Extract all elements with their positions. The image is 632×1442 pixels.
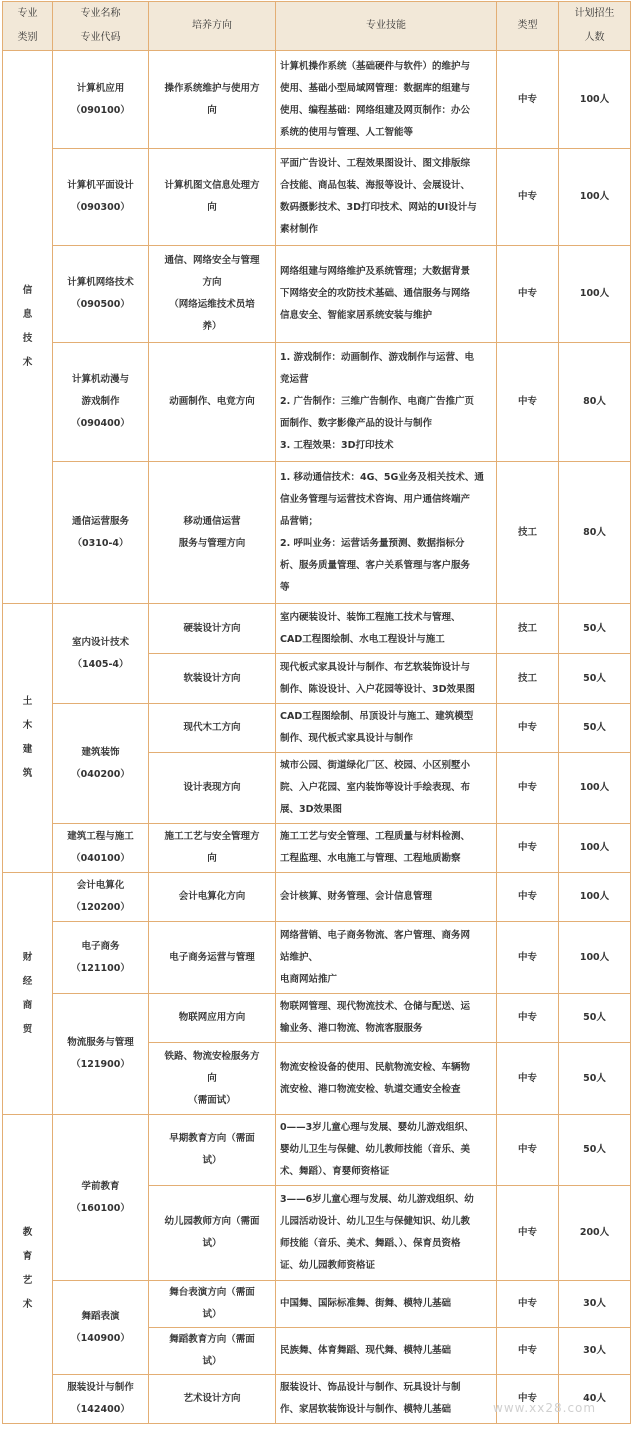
text-line: 1. 移动通信技术：4G、5G业务及相关技术、通 (280, 471, 484, 483)
major-cell (53, 343, 149, 462)
category-char: 土 (22, 696, 33, 707)
header-major: 专业名称 专业代码 (53, 2, 149, 51)
direction-cell (149, 604, 276, 654)
text-line: 电子商务 (81, 940, 120, 952)
text-line: 等 (280, 581, 290, 593)
text-line: 物流安检设备的使用、民航物流安检、车辆物 (280, 1061, 471, 1073)
skills-cell (276, 1186, 497, 1281)
text-line: CAD工程图绘制、水电工程设计与施工 (280, 633, 445, 645)
enroll-count-cell: 40人 (559, 1375, 631, 1424)
skills-cell (276, 1375, 497, 1424)
table-row (3, 922, 631, 994)
text-line: 物流服务与管理 (67, 1037, 134, 1048)
text-line: 现代板式家具设计与制作、布艺软装饰设计与 (280, 661, 471, 673)
header-skills: 专业技能 (276, 2, 497, 51)
text-line: 计算机网络技术 (67, 277, 134, 288)
text-line: 会计电算化方向 (178, 891, 246, 902)
text-line: 动画制作、电竞方向 (169, 396, 255, 407)
type-cell: 中专 (497, 51, 559, 149)
enroll-count-cell: 30人 (559, 1328, 631, 1375)
direction-cell (149, 1328, 276, 1375)
table-row (3, 824, 631, 873)
text-line: 舞蹈教育方向（需面 (169, 1334, 255, 1345)
category-cell (3, 51, 53, 604)
enroll-count-cell: 100人 (559, 922, 631, 994)
direction-cell (149, 1115, 276, 1186)
text-line: 会计电算化 (76, 880, 125, 891)
table-row (3, 462, 631, 604)
text-line: 现代木工方向 (183, 722, 241, 733)
table-row (3, 1281, 631, 1328)
text-line: 室内硬装设计、装饰工程施工技术与管理、 (280, 611, 461, 623)
table-row (3, 1115, 631, 1186)
type-cell: 中专 (497, 704, 559, 753)
category-char: 商 (22, 999, 33, 1011)
text-line: 院、入户花园、室内装饰等设计手绘表现、布 (280, 782, 471, 793)
text-line: 舞台表演方向（需面 (169, 1287, 255, 1298)
text-line: 3——6岁儿童心理与发展、幼儿游戏组织、幼 (280, 1194, 474, 1205)
text-line: 网络组建与网络维护及系统管理；大数据背景 (280, 266, 471, 277)
major-cell (53, 1281, 149, 1375)
major-cell (53, 704, 149, 824)
text-line: 服务与管理方向 (178, 537, 246, 549)
text-line: 计算机平面设计 (67, 180, 134, 191)
text-line: （160100） (71, 1202, 130, 1214)
text-line: 作、家居软装饰设计与制作、模特儿基础 (280, 1404, 452, 1415)
text-line: （090400） (71, 418, 130, 429)
text-line: 2. 广告制作：三维广告制作、电商广告推广页 (280, 396, 475, 407)
text-line: （0310-4） (72, 537, 129, 549)
skills-cell (276, 51, 497, 149)
category-cell (3, 1115, 53, 1424)
text-line: 向 (207, 202, 217, 213)
text-line: 工程监理、水电施工与管理、工程地质勘察 (280, 853, 461, 864)
category-char: 筑 (22, 768, 33, 779)
text-line: CAD工程图绘制、吊顶设计与施工、建筑模型 (280, 711, 474, 722)
skills-cell (276, 246, 497, 343)
skills-cell (276, 922, 497, 994)
text-line: 会计核算、财务管理、会计信息管理 (280, 891, 433, 902)
type-cell: 技工 (497, 654, 559, 704)
text-line: 信息安全、智能家居系统安装与维护 (280, 310, 433, 321)
skills-cell (276, 343, 497, 462)
header-row (3, 2, 631, 51)
text-line: 方向 (202, 277, 222, 288)
text-line: （网络运维技术员培 (169, 299, 255, 310)
text-line: 铁路、物流安检服务方 (164, 1050, 260, 1062)
header-enroll: 计划招生 人数 (559, 2, 631, 51)
text-line: 0——3岁儿童心理与发展、婴幼儿游戏组织、 (280, 1122, 474, 1133)
text-line: 婴幼儿卫生与保健、幼儿教师技能（音乐、美 (280, 1144, 471, 1155)
text-line: 养） (202, 321, 222, 332)
header-type: 类型 (497, 2, 559, 51)
direction-cell (149, 994, 276, 1043)
enroll-count-cell: 50人 (559, 994, 631, 1043)
direction-cell (149, 654, 276, 704)
text-line: 输业务、港口物流、物流客服服务 (280, 1023, 423, 1034)
direction-cell (149, 246, 276, 343)
skills-cell (276, 994, 497, 1043)
enroll-count-cell: 50人 (559, 704, 631, 753)
skills-cell (276, 1043, 497, 1115)
type-cell: 技工 (497, 462, 559, 604)
major-cell (53, 1375, 149, 1424)
text-line: 试） (202, 1238, 222, 1249)
text-line: 试） (202, 1155, 222, 1166)
category-char: 木 (22, 720, 33, 731)
enroll-count-cell: 50人 (559, 654, 631, 704)
text-line: （040200） (71, 768, 130, 780)
direction-cell (149, 1375, 276, 1424)
text-line: 计算机应用 (76, 82, 125, 94)
text-line: 使用、编程基础：网络组建及网页制作：办公 (280, 104, 471, 116)
skills-cell (276, 604, 497, 654)
skills-cell (276, 1328, 497, 1375)
text-line: 系统的使用与管理、人工智能等 (280, 126, 414, 138)
skills-cell (276, 704, 497, 753)
direction-cell (149, 1186, 276, 1281)
text-line: 流安检、港口物流安检、轨道交通安全检查 (280, 1083, 461, 1095)
text-line: 服装设计与制作 (67, 1382, 134, 1393)
text-line: 舞蹈表演 (81, 1310, 120, 1322)
text-line: 施工工艺与安全管理、工程质量与材料检测、 (280, 831, 471, 842)
text-line: 城市公园、街道绿化厂区、校园、小区别墅小 (280, 760, 471, 771)
text-line: （121900） (71, 1059, 130, 1070)
enrollment-table (2, 1, 631, 1424)
category-char: 技 (22, 333, 33, 344)
text-line: （140900） (71, 1332, 130, 1344)
text-line: 展、3D效果图 (280, 804, 342, 815)
text-line: （142400） (71, 1404, 130, 1415)
header-direction: 培养方向 (149, 2, 276, 51)
category-cell (3, 604, 53, 873)
text-line: 术、舞蹈）、育婴师资格证 (280, 1166, 390, 1177)
text-line: 学前教育 (81, 1180, 120, 1192)
text-line: （040100） (71, 853, 130, 864)
text-line: 析、服务质量管理、客户关系管理与客户服务 (280, 559, 471, 571)
table-row (3, 149, 631, 246)
type-cell: 中专 (497, 1281, 559, 1328)
text-line: 早期教育方向（需面 (169, 1133, 255, 1144)
text-line: 站维护、 (280, 951, 319, 963)
major-cell (53, 1115, 149, 1281)
skills-cell (276, 873, 497, 922)
text-line: （1405-4） (72, 658, 129, 670)
text-line: （090300） (71, 202, 130, 213)
text-line: 操作系统维护与使用方 (164, 82, 260, 94)
text-line: 儿园活动设计、幼儿卫生与保健知识、幼儿教 (280, 1216, 471, 1227)
type-cell: 中专 (497, 922, 559, 994)
category-char: 经 (22, 975, 33, 987)
text-line: 软装设计方向 (183, 672, 241, 684)
major-cell (53, 462, 149, 604)
text-line: 素材制作 (280, 224, 319, 235)
text-line: 使用、基础小型局域网管理：数据库的组建与 (280, 82, 471, 94)
category-char: 育 (22, 1251, 33, 1262)
type-cell: 中专 (497, 1328, 559, 1375)
text-line: 移动通信运营 (183, 515, 241, 527)
major-cell (53, 149, 149, 246)
text-line: 计算机操作系统（基础硬件与软件）的维护与 (280, 60, 471, 72)
major-cell (53, 604, 149, 704)
direction-cell (149, 51, 276, 149)
category-char: 艺 (22, 1275, 33, 1286)
enroll-count-cell: 30人 (559, 1281, 631, 1328)
direction-cell (149, 343, 276, 462)
enroll-count-cell: 80人 (559, 343, 631, 462)
category-char: 信 (22, 285, 33, 296)
text-line: 品营销； (280, 515, 319, 527)
text-line: 电子商务运营与管理 (169, 951, 255, 963)
skills-cell (276, 462, 497, 604)
type-cell: 中专 (497, 753, 559, 824)
text-line: 师技能（音乐、美术、舞蹈、）、保育员资格 (280, 1238, 461, 1249)
enroll-count-cell: 100人 (559, 51, 631, 149)
type-cell: 中专 (497, 149, 559, 246)
enroll-count-cell: 80人 (559, 462, 631, 604)
text-line: 制作、现代板式家具设计与制作 (280, 733, 414, 744)
text-line: 3. 工程效果：3D打印技术 (280, 440, 394, 451)
category-char: 教 (22, 1227, 33, 1238)
text-line: 网络营销、电子商务物流、客户管理、商务网 (280, 929, 471, 941)
text-line: 设计表现方向 (183, 782, 241, 793)
table-row (3, 994, 631, 1043)
text-line: （121100） (71, 962, 130, 974)
text-line: （090500） (71, 299, 130, 310)
text-line: 制作、陈设设计、入户花园等设计、3D效果图 (280, 683, 475, 695)
direction-cell (149, 704, 276, 753)
direction-cell (149, 922, 276, 994)
text-line: 电商网站推广 (280, 973, 338, 985)
major-cell (53, 922, 149, 994)
direction-cell (149, 824, 276, 873)
header-category: 专业 类别 (3, 2, 53, 51)
text-line: 向 (207, 853, 217, 864)
type-cell: 中专 (497, 1115, 559, 1186)
major-cell (53, 51, 149, 149)
type-cell: 中专 (497, 246, 559, 343)
category-char: 息 (22, 309, 33, 320)
text-line: 艺术设计方向 (183, 1393, 241, 1404)
text-line: （090100） (71, 104, 130, 116)
text-line: 服装设计、饰品设计与制作、玩具设计与制 (280, 1382, 461, 1393)
type-cell: 中专 (497, 994, 559, 1043)
skills-cell (276, 753, 497, 824)
type-cell: 中专 (497, 873, 559, 922)
text-line: 合技能、商品包装、海报等设计、会展设计、 (280, 180, 471, 191)
enroll-count-cell: 100人 (559, 873, 631, 922)
enroll-count-cell: 50人 (559, 1115, 631, 1186)
skills-cell (276, 1281, 497, 1328)
text-line: 下网络安全的攻防技术基础、通信服务与网络 (280, 288, 471, 299)
text-line: 施工工艺与安全管理方 (164, 831, 260, 842)
skills-cell (276, 824, 497, 873)
table-row (3, 873, 631, 922)
table-row (3, 604, 631, 654)
category-char: 术 (22, 357, 33, 368)
text-line: 2. 呼叫业务：运营话务量预测、数据指标分 (280, 537, 465, 549)
text-line: 室内设计技术 (71, 636, 129, 648)
enroll-count-cell: 50人 (559, 604, 631, 654)
text-line: （需面试） (188, 1094, 236, 1106)
text-line: 通信、网络安全与管理 (164, 255, 260, 266)
direction-cell (149, 753, 276, 824)
enroll-count-cell: 100人 (559, 824, 631, 873)
text-line: 计算机动漫与 (71, 374, 129, 385)
text-line: 向 (207, 1072, 217, 1084)
type-cell: 中专 (497, 343, 559, 462)
skills-cell (276, 654, 497, 704)
major-cell (53, 824, 149, 873)
enroll-count-cell: 50人 (559, 1043, 631, 1115)
enroll-count-cell: 100人 (559, 753, 631, 824)
enroll-count-cell: 200人 (559, 1186, 631, 1281)
text-line: 数码摄影技术、3D打印技术、网站的UI设计与 (280, 202, 477, 213)
direction-cell (149, 1043, 276, 1115)
text-line: 证、幼儿园教师资格证 (280, 1260, 376, 1271)
text-line: （120200） (71, 902, 130, 913)
table-row (3, 704, 631, 753)
type-cell: 技工 (497, 604, 559, 654)
text-line: 幼儿园教师方向（需面 (164, 1216, 260, 1227)
text-line: 游戏制作 (81, 396, 120, 407)
text-line: 信业务管理与运营技术咨询、用户通信终端产 (280, 493, 471, 505)
category-char: 财 (22, 951, 33, 963)
text-line: 平面广告设计、工程效果图设计、图文排版综 (280, 158, 471, 169)
skills-cell (276, 1115, 497, 1186)
enroll-count-cell: 100人 (559, 149, 631, 246)
text-line: 物联网应用方向 (178, 1012, 246, 1023)
text-line: 通信运营服务 (71, 515, 129, 527)
text-line: 试） (202, 1309, 222, 1320)
type-cell: 中专 (497, 1186, 559, 1281)
direction-cell (149, 873, 276, 922)
text-line: 面制作、数字影像产品的设计与制作 (280, 418, 433, 429)
major-cell (53, 994, 149, 1115)
major-cell (53, 246, 149, 343)
text-line: 试） (202, 1356, 222, 1367)
direction-cell (149, 149, 276, 246)
table-row (3, 246, 631, 343)
category-char: 贸 (22, 1023, 33, 1035)
text-line: 硬装设计方向 (183, 622, 241, 634)
direction-cell (149, 462, 276, 604)
text-line: 计算机图文信息处理方 (164, 180, 260, 191)
text-line: 向 (207, 104, 217, 116)
watermark: www.xx28.com (493, 1401, 597, 1415)
table-row (3, 1375, 631, 1424)
text-line: 1. 游戏制作：动画制作、游戏制作与运营、电 (280, 352, 475, 363)
text-line: 民族舞、体育舞蹈、现代舞、模特儿基础 (280, 1345, 452, 1356)
type-cell: 中专 (497, 1375, 559, 1424)
skills-cell (276, 149, 497, 246)
direction-cell (149, 1281, 276, 1328)
category-char: 术 (22, 1299, 33, 1310)
category-char: 建 (22, 744, 33, 755)
text-line: 物联网管理、现代物流技术、仓储与配送、运 (280, 1001, 471, 1012)
table-row (3, 51, 631, 149)
type-cell: 中专 (497, 1043, 559, 1115)
table-row (3, 343, 631, 462)
text-line: 中国舞、国际标准舞、街舞、模特儿基础 (280, 1298, 452, 1309)
enroll-count-cell: 100人 (559, 246, 631, 343)
type-cell: 中专 (497, 824, 559, 873)
category-cell (3, 873, 53, 1115)
text-line: 建筑工程与施工 (67, 831, 134, 842)
text-line: 建筑装饰 (81, 746, 120, 758)
major-cell (53, 873, 149, 922)
text-line: 竞运营 (280, 374, 309, 385)
